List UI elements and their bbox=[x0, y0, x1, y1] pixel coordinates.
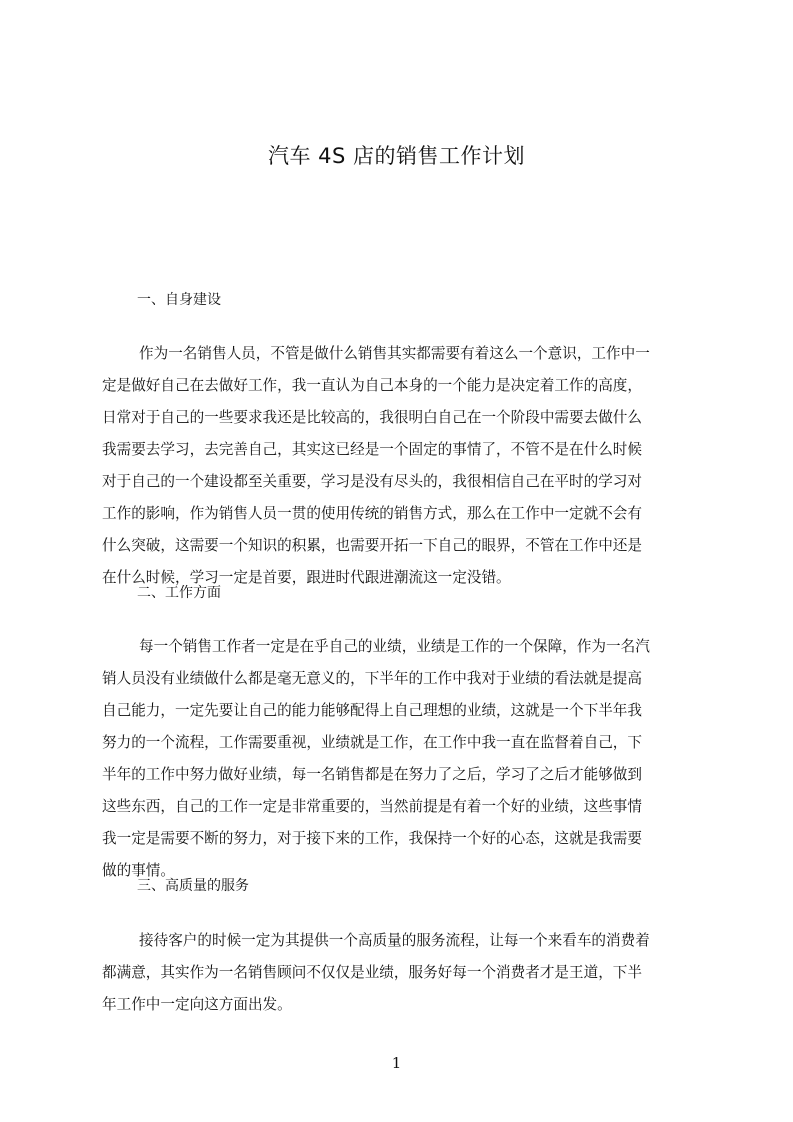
section-paragraph-service bbox=[102, 925, 700, 1021]
paragraph-line: 接待客户的时候一定为其提供一个高质量的服务流程，让每一个来看车的消费着 bbox=[139, 932, 650, 949]
paragraph-line: 年工作中一定向这方面出发。 bbox=[102, 996, 292, 1013]
paragraph-line: 做的事情。 bbox=[102, 862, 175, 879]
paragraph-line: 作为一名销售人员，不管是做什么销售其实都需要有着这么一个意识，工作中一 bbox=[139, 345, 650, 362]
paragraph-line: 自己能力，一定先要让自己的能力能够配得上自己理想的业绩，这就是一个下半年我 bbox=[102, 702, 642, 719]
paragraph-line: 这些东西，自己的工作一定是非常重要的，当然前提是有着一个好的业绩，这些事情 bbox=[102, 798, 642, 815]
paragraph-line: 工作的影响，作为销售人员一贯的使用传统的销售方式，那么在工作中一定就不会有 bbox=[102, 505, 642, 522]
section-heading-self-development: 一、自身建设 bbox=[137, 292, 221, 308]
paragraph-line: 每一个销售工作者一定是在乎自己的业绩，业绩是工作的一个保障，作为一名汽 bbox=[139, 638, 650, 655]
paragraph-line: 都满意，其实作为一名销售顾问不仅仅是业绩，服务好每一个消费者才是王道，下半 bbox=[102, 964, 642, 981]
paragraph-line: 对于自己的一个建设都至关重要，学习是没有尽头的，我很相信自己在平时的学习对 bbox=[102, 473, 642, 490]
paragraph-line: 销人员没有业绩做什么都是毫无意义的，下半年的工作中我对于业绩的看法就是提高 bbox=[102, 670, 642, 687]
paragraph-line: 什么突破，这需要一个知识的积累，也需要开拓一下自己的眼界，不管在工作中还是 bbox=[102, 537, 642, 554]
page-number: 1 bbox=[391, 1054, 402, 1072]
section-heading-work: 二、工作方面 bbox=[137, 585, 221, 601]
paragraph-line: 日常对于自己的一些要求我还是比较高的，我很明白自己在一个阶段中需要去做什么 bbox=[102, 409, 642, 426]
paragraph-line: 半年的工作中努力做好业绩，每一名销售都是在努力了之后，学习了之后才能够做到 bbox=[102, 766, 642, 783]
section-heading-service: 三、高质量的服务 bbox=[137, 878, 249, 894]
paragraph-line: 努力的一个流程，工作需要重视，业绩就是工作，在工作中我一直在监督着自己，下 bbox=[102, 734, 642, 751]
paragraph-line: 我需要去学习，去完善自己，其实这已经是一个固定的事情了，不管不是在什么时候 bbox=[102, 441, 642, 458]
paragraph-line: 在什么时候，学习一定是首要，跟进时代跟进潮流这一定没错。 bbox=[102, 569, 511, 586]
paragraph-line: 定是做好自己在去做好工作，我一直认为自己本身的一个能力是决定着工作的高度， bbox=[102, 377, 642, 394]
section-paragraph-self-development bbox=[102, 338, 700, 594]
paragraph-line: 我一定是需要不断的努力，对于接下来的工作，我保持一个好的心态，这就是我需要 bbox=[102, 830, 642, 847]
section-paragraph-work bbox=[102, 631, 700, 887]
document-title: 汽车 4S 店的销售工作计划 bbox=[267, 144, 526, 168]
